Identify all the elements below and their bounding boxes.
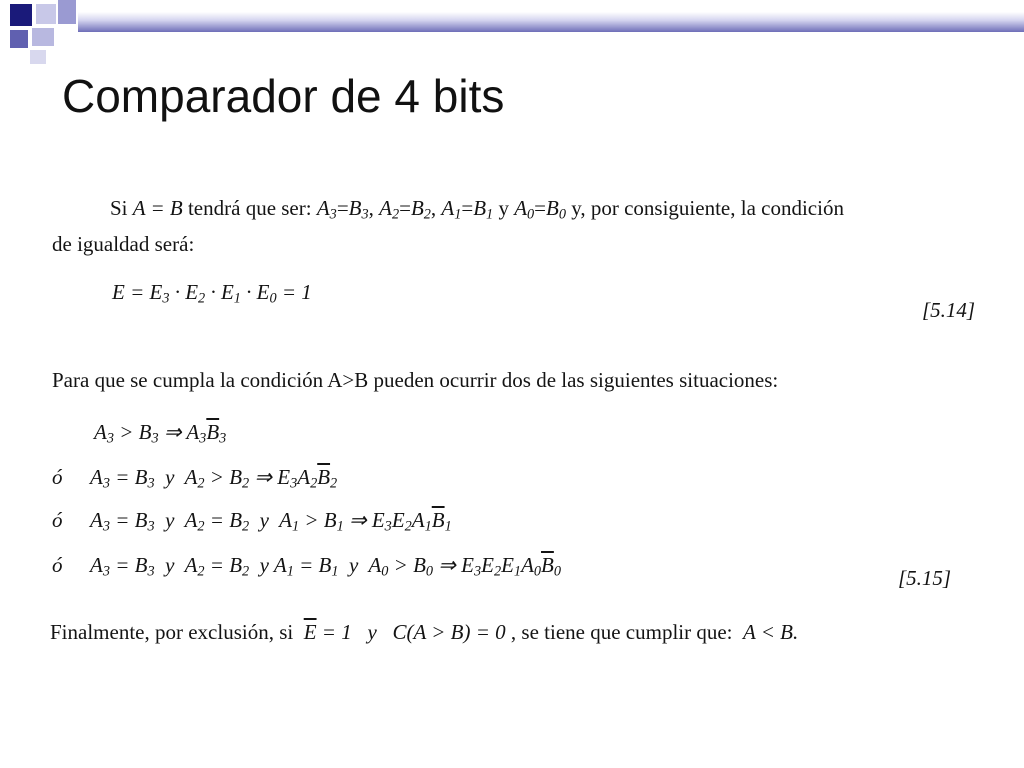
equation-5-14 [112,280,312,305]
case3-b1-sub: 1 [336,518,344,535]
case3-a2-sub: 2 [197,518,205,535]
case-3 [90,508,452,533]
final-y: y [367,620,377,644]
case3-a2: A [184,508,198,532]
eq514-dot3: · [246,280,252,304]
case1-a: A [94,420,107,444]
case-4-prefix: ó [52,553,63,577]
case4-res-e3-sub: 3 [473,563,482,580]
case-1 [94,420,226,445]
para1-ab-eq: A = B [132,196,183,220]
case1-op: > [119,420,134,444]
case2-a2-sub: 2 [197,475,205,492]
case3-op1: = [115,508,130,532]
case4-res-b0-sub: 0 [553,563,561,580]
final-lead: Finalmente, por exclusión, si [50,620,294,644]
case3-res-e2-sub: 2 [404,518,412,535]
para1-eq4: = [534,196,546,220]
para1-a2: A [379,196,392,220]
case2-res-a2-sub: 2 [310,475,318,492]
para1-tendra: tendrá que ser: [187,196,312,220]
final-cexpr: C(A > B) = 0 [392,620,506,644]
case2-arrow: ⇒ [254,465,273,489]
case3-b2-sub: 2 [242,518,250,535]
eq514-rhs: = 1 [281,280,312,304]
eq514-e0-sub: 0 [269,290,277,307]
case2-a3: A [90,465,103,489]
case4-op2: = [209,553,224,577]
para1-b1: B [473,196,487,220]
para1-a0: A [514,196,528,220]
case2-b3: B [134,465,148,489]
eq514-e2-sub: 2 [198,290,206,307]
case1-res-a-sub: 3 [199,430,207,447]
case3-arrow: ⇒ [348,508,367,532]
case4-op4: > [393,553,408,577]
slide-title: Comparador de 4 bits [62,70,505,122]
para1-a2-sub: 2 [391,206,400,223]
case3-res-a1-sub: 1 [424,518,432,535]
eq514-dot2: · [210,280,216,304]
final-ebar: $\overline{E}$ [303,620,317,644]
case1-res-b-sub: 3 [219,430,227,447]
case3-b2: B [229,508,243,532]
case3-res-e2: E [391,508,405,532]
case2-b3-sub: 3 [147,475,155,492]
case4-y1: y [165,553,175,577]
para1-eq1: = [336,196,349,220]
eq514-e: E [112,280,125,304]
case3-op3: > [304,508,319,532]
eq514-e1-sub: 1 [233,290,241,307]
case4-a0-sub: 0 [381,563,389,580]
eq514-e2: E [185,280,199,304]
eq514-e0: E [256,280,270,304]
case3-res-a1: A [411,508,425,532]
para1-eq2: = [399,196,411,220]
case4-b1-sub: 1 [331,563,339,580]
case3-res-b1bar: $\overline{B}$ [431,508,445,532]
para1-a1-sub: 1 [454,206,462,223]
case4-b3: B [134,553,148,577]
case4-a1: A [273,553,287,577]
case4-res-e2-sub: 2 [493,563,502,580]
case2-b2: B [229,465,243,489]
case3-a1: A [279,508,292,532]
equation-5-15-ref: [5.15] [898,566,952,590]
para1-rest: y, por consiguiente, la condición [571,196,844,220]
case4-op1: = [115,553,130,577]
case1-b: B [138,420,152,444]
case1-res-bbar: $\overline{B}$ [206,420,220,444]
case4-a3: A [90,553,103,577]
case4-y3: y [348,553,359,577]
eq514-e3: E [149,280,163,304]
para1-line2: de igualdad será: [52,232,195,256]
final-paragraph [50,620,798,645]
eq514-eq: = [130,280,145,304]
case-2-prefix: ó [52,465,63,489]
case3-a3-sub: 3 [102,518,110,535]
case4-op3: = [299,553,314,577]
para1-b3: B [348,196,362,220]
para1-b0: B [546,196,559,220]
final-concl: A < B. [743,620,799,644]
case2-y: y [165,465,175,489]
case1-b-sub: 3 [151,430,159,447]
final-mid: , se tiene que cumplir que: [510,620,733,644]
case2-res-a2: A [297,465,311,489]
case1-a-sub: 3 [106,430,114,447]
case4-a0: A [368,553,382,577]
case4-arrow: ⇒ [438,553,456,577]
eq514-e1: E [220,280,234,304]
case4-a1-sub: 1 [286,563,294,580]
para1-b1-sub: 1 [486,206,494,223]
case3-op2: = [209,508,224,532]
case4-res-e1: E [501,553,514,577]
case3-y2: y [259,508,269,532]
case4-b2-sub: 2 [242,563,250,580]
para1-b3-sub: 3 [361,206,369,223]
case3-res-b1-sub: 1 [444,518,452,535]
case3-res-e3-sub: 3 [384,518,392,535]
case4-res-a0-sub: 0 [533,563,542,580]
case4-res-a0: A [521,553,534,577]
case2-a3-sub: 3 [102,475,110,492]
case2-res-b2-sub: 2 [330,475,338,492]
para1-eq3: = [461,196,474,220]
para1-a3: A [316,196,330,220]
eq514-e3-sub: 3 [162,290,170,307]
para1-y: y [498,196,509,220]
para1-b2: B [410,196,424,220]
case-3-prefix: ó [52,508,63,532]
para1-a3-sub: 3 [329,206,337,223]
para1-b2-sub: 2 [423,206,431,223]
case4-b3-sub: 3 [147,563,155,580]
case4-b1: B [318,553,332,577]
case3-b1: B [323,508,337,532]
case2-res-e3: E [277,465,291,489]
para1-comma1: , [368,196,374,220]
para2-text: Para que se cumpla la condición A>B pueden ocurrir dos de las siguientes situaciones: [52,368,779,392]
case2-op1: = [115,465,130,489]
case-4 [90,553,561,578]
para1-a1: A [441,196,455,220]
para1-comma2: , [430,196,437,220]
case4-a3-sub: 3 [102,563,110,580]
para1-si: Si [110,196,128,220]
case2-a2: A [184,465,198,489]
case4-b2: B [229,553,243,577]
equation-5-14-ref: [5.14] [922,298,976,322]
case4-b0: B [413,553,426,577]
case3-a3: A [90,508,103,532]
case4-a2: A [184,553,198,577]
case2-res-b2bar: $\overline{B}$ [317,465,331,489]
case4-a2-sub: 2 [197,563,205,580]
case4-res-e1-sub: 1 [513,563,522,580]
case4-res-e3: E [461,553,474,577]
eq514-dot1: · [174,280,180,304]
para1-b0-sub: 0 [558,206,566,223]
case2-op2: > [209,465,224,489]
case4-y2: y [259,553,269,577]
case3-a1-sub: 1 [291,518,300,535]
case3-b3-sub: 3 [147,518,155,535]
case4-res-b0bar: $\overline{B}$ [541,553,554,577]
case4-b0-sub: 0 [425,563,434,580]
case1-arrow: ⇒ [163,420,182,444]
case2-res-e3-sub: 3 [290,475,298,492]
para1-line1 [110,196,844,221]
case3-res-e3: E [371,508,385,532]
case2-b2-sub: 2 [242,475,250,492]
case3-y1: y [165,508,175,532]
para1-a0-sub: 0 [527,206,535,223]
case-2 [90,465,337,490]
final-eq1: = 1 [321,620,352,644]
case1-res-a: A [186,420,200,444]
case4-res-e2: E [481,553,494,577]
case3-b3: B [134,508,148,532]
